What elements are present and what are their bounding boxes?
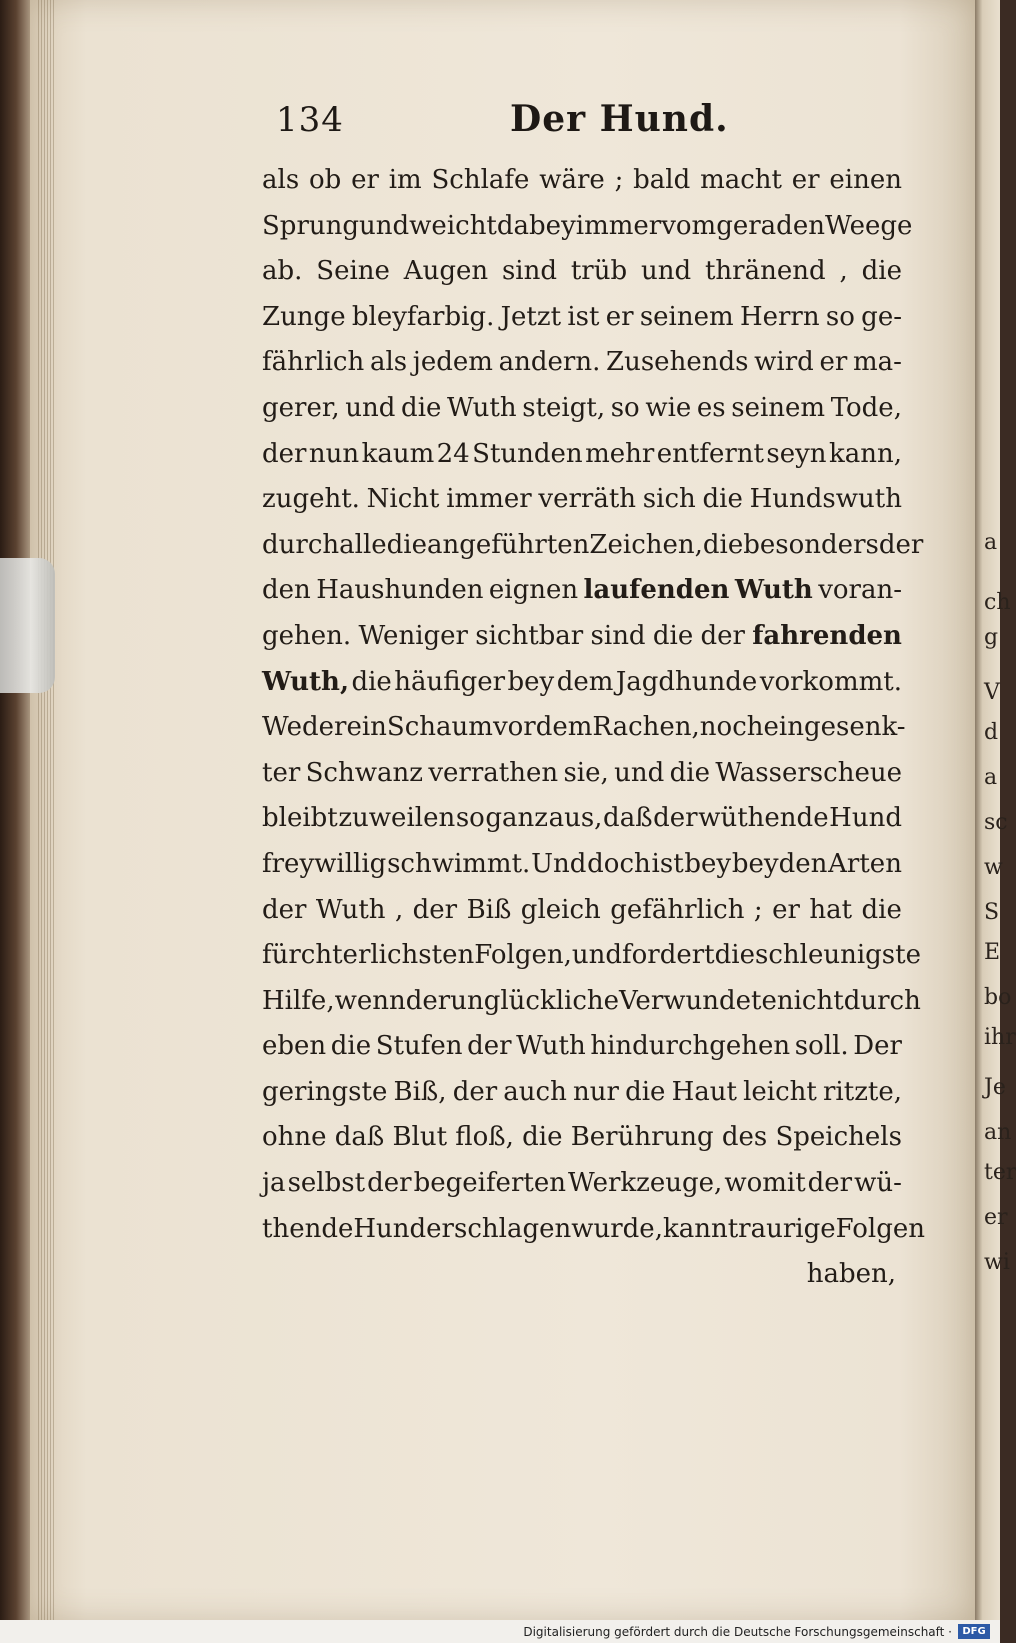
word: ob xyxy=(308,165,342,195)
word: sind xyxy=(501,256,557,287)
word: vom xyxy=(661,210,717,241)
word: seinem xyxy=(731,392,826,423)
word: er xyxy=(819,347,848,378)
word: Tode, xyxy=(830,392,902,423)
word: und xyxy=(359,210,410,241)
word: schwimmt. xyxy=(387,848,531,879)
facing-page-fragment: bo xyxy=(984,985,1012,1010)
word: trüb xyxy=(570,256,628,287)
word: Schwanz xyxy=(305,757,423,788)
facing-page-fragment: a xyxy=(984,765,998,790)
facing-page-fragment: d xyxy=(984,720,999,745)
word: Der xyxy=(853,1031,902,1062)
word: einen xyxy=(829,165,902,195)
word: der xyxy=(878,529,924,560)
word: häufiger xyxy=(394,666,506,697)
word: es xyxy=(696,392,726,423)
word: gehen. xyxy=(262,620,352,651)
word: ; xyxy=(614,165,624,195)
word: der xyxy=(262,894,307,925)
word: geringste xyxy=(262,1076,388,1107)
word: fürchterlichsten xyxy=(262,940,475,971)
word: ab. xyxy=(262,256,303,287)
word: unglückliche xyxy=(450,985,620,1016)
word: thende xyxy=(262,1213,354,1244)
word: eignen xyxy=(488,575,579,606)
page-stack-edge xyxy=(38,0,54,1620)
facing-page-fragment: sc xyxy=(984,810,1008,835)
word: gleich xyxy=(520,894,601,925)
text-line xyxy=(262,568,902,614)
text-line xyxy=(262,158,902,204)
facing-page-fragment: S xyxy=(984,900,1000,925)
word: wü- xyxy=(854,1168,902,1199)
word: Wuth xyxy=(315,894,386,925)
word: Stufen xyxy=(375,1031,463,1062)
word: Schaum xyxy=(386,712,493,743)
word: ritzte, xyxy=(823,1076,902,1107)
word: gerer, xyxy=(262,392,340,423)
word: wenn xyxy=(334,985,406,1016)
word: Herrn xyxy=(739,301,820,332)
word: begeiferten xyxy=(413,1168,566,1199)
word: und xyxy=(345,392,396,423)
word: die xyxy=(401,392,442,423)
word: er xyxy=(605,301,634,332)
word: ; xyxy=(753,894,763,925)
word: des xyxy=(721,1122,768,1153)
word: andern. xyxy=(498,347,601,378)
word: angeführten xyxy=(427,529,590,560)
word: Weder xyxy=(262,712,347,743)
word: die xyxy=(625,1076,666,1107)
footer-credit: Digitalisierung gefördert durch die Deutsche Forschungsgemeinschaft · xyxy=(523,1625,952,1639)
word: und xyxy=(571,940,623,971)
word: die xyxy=(652,620,694,651)
word: die xyxy=(861,256,902,287)
word: nun xyxy=(308,438,360,469)
word: dem xyxy=(535,712,593,743)
word: der xyxy=(452,1076,498,1107)
word: Und xyxy=(531,848,587,879)
facing-page-fragment: wi xyxy=(984,1250,1010,1275)
word: Wuth, xyxy=(262,666,350,697)
text-line xyxy=(262,295,902,341)
word: Wuth xyxy=(734,575,813,606)
word: voran- xyxy=(818,575,902,606)
facing-page-fragment: an xyxy=(984,1120,1012,1145)
word: wie xyxy=(645,392,692,423)
word: sie, xyxy=(563,757,609,788)
text-line xyxy=(262,933,921,979)
text-line xyxy=(262,888,902,934)
word: eben xyxy=(262,1031,327,1062)
word: Jagdhunde xyxy=(615,666,758,697)
word: auch xyxy=(503,1076,567,1107)
word: Weege xyxy=(824,210,913,241)
word: Schlafe xyxy=(431,165,530,195)
word: der xyxy=(405,985,451,1016)
word: freywillig xyxy=(262,848,387,879)
word: macht xyxy=(700,165,782,195)
word: verräth xyxy=(538,484,637,515)
word: ohne xyxy=(262,1122,327,1153)
text-line xyxy=(262,432,902,478)
word: den xyxy=(262,575,311,606)
text-line xyxy=(262,842,902,888)
word: kaum xyxy=(361,438,435,469)
word: kann xyxy=(662,1213,728,1244)
word: die xyxy=(351,666,392,697)
text-line xyxy=(262,751,902,797)
text-line xyxy=(262,340,902,386)
word: selbst xyxy=(287,1168,366,1199)
word: nicht xyxy=(776,985,844,1016)
word: die xyxy=(702,529,744,560)
word: ist xyxy=(651,848,684,879)
text-line xyxy=(262,705,906,751)
word: der xyxy=(262,438,307,469)
facing-page-fragment: Je xyxy=(984,1075,1006,1100)
text-line xyxy=(262,796,902,842)
word: traurige xyxy=(727,1213,836,1244)
facing-page-fragment: ter xyxy=(984,1160,1016,1185)
word: Wuth xyxy=(516,1031,586,1062)
text-line xyxy=(262,1161,902,1207)
word: gefährlich xyxy=(610,894,745,925)
word: floß, xyxy=(455,1122,514,1153)
word: sich xyxy=(642,484,696,515)
word: Berührung xyxy=(570,1122,714,1153)
word: Augen xyxy=(403,256,489,287)
word: Rachen, xyxy=(592,712,700,743)
catchword-text: haben, xyxy=(806,1259,896,1290)
word: verrathen xyxy=(428,757,559,788)
word: Speichels xyxy=(775,1122,902,1153)
word: ja xyxy=(262,1168,286,1199)
word: der xyxy=(807,1168,853,1199)
word: und xyxy=(640,256,692,287)
word: Biß xyxy=(466,894,512,925)
word: daß xyxy=(603,803,653,834)
word: so xyxy=(825,301,855,332)
word: weicht xyxy=(409,210,497,241)
word: seinem xyxy=(639,301,734,332)
word: der xyxy=(412,894,458,925)
word: dabey xyxy=(496,210,576,241)
word: ist xyxy=(567,301,600,332)
word: durch xyxy=(843,985,921,1016)
word: doch xyxy=(587,848,651,879)
word: kann, xyxy=(828,438,902,469)
word: alle xyxy=(339,529,387,560)
word: daß xyxy=(334,1122,385,1153)
facing-page-fragment: V xyxy=(984,680,1000,705)
word: soll. xyxy=(794,1031,849,1062)
word: mehr xyxy=(585,438,655,469)
facing-page-fragment: g xyxy=(984,625,999,650)
word: Sprung xyxy=(262,210,360,241)
word: laufenden xyxy=(583,575,730,606)
word: sichtbar xyxy=(475,620,584,651)
facing-page-fragment: ch xyxy=(984,590,1011,615)
word: gesenk- xyxy=(803,712,906,743)
word: thränend xyxy=(704,256,826,287)
word: Weniger xyxy=(358,620,468,651)
word: wüthende xyxy=(698,803,829,834)
word: steigt, xyxy=(522,392,606,423)
word: fahrenden xyxy=(752,620,902,651)
page-number: 134 xyxy=(276,100,344,140)
word: nur xyxy=(573,1076,619,1107)
word: Hund xyxy=(353,1213,427,1244)
word: Folgen xyxy=(474,940,564,971)
word: als xyxy=(369,347,408,378)
word: so xyxy=(610,392,640,423)
word: und xyxy=(614,757,665,788)
word: , xyxy=(394,894,404,925)
facing-page-fragment: w xyxy=(984,855,1003,880)
text-line xyxy=(262,979,921,1025)
word: ein xyxy=(346,712,387,743)
word: der xyxy=(367,1168,412,1199)
thumb-clip xyxy=(0,558,55,693)
word: fährlich xyxy=(262,347,365,378)
word: Zusehends xyxy=(606,347,749,378)
running-head: Der Hund. xyxy=(510,98,729,140)
text-line xyxy=(262,249,902,295)
word: die xyxy=(386,529,428,560)
word: Werkzeuge, xyxy=(567,1168,723,1199)
word: er xyxy=(772,894,800,925)
word: Zunge xyxy=(262,301,346,332)
dfg-logo: DFG xyxy=(958,1624,990,1639)
word: aus, xyxy=(548,803,603,834)
word: der xyxy=(467,1031,512,1062)
word: die xyxy=(669,757,710,788)
catchword xyxy=(262,1252,902,1298)
word: seyn xyxy=(766,438,827,469)
word: Hundswuth xyxy=(749,484,902,515)
word: der xyxy=(700,620,745,651)
facing-page-fragment: ihr xyxy=(984,1025,1016,1050)
word: zugeht. xyxy=(262,484,360,515)
word: beyden xyxy=(731,848,828,879)
word: schleunigste xyxy=(755,940,921,971)
word: Seine xyxy=(316,256,390,287)
word: vorkommt. xyxy=(759,666,902,697)
word: Stunden xyxy=(472,438,583,469)
facing-page-fragment: er xyxy=(984,1205,1008,1230)
word: wird xyxy=(754,347,814,378)
word: Wasserscheue xyxy=(715,757,902,788)
word: geraden xyxy=(716,210,825,241)
word: immer xyxy=(446,484,532,515)
word: wurde, xyxy=(571,1213,663,1244)
word: Arten xyxy=(828,848,902,879)
word: bey xyxy=(684,848,732,879)
word: dem xyxy=(556,666,614,697)
text-line xyxy=(262,204,913,250)
word: vor xyxy=(492,712,536,743)
word: noch xyxy=(699,712,764,743)
word: er xyxy=(351,165,379,195)
text-line xyxy=(262,477,902,523)
word: ganz xyxy=(485,803,548,834)
word: im xyxy=(388,165,422,195)
word: Biß, xyxy=(393,1076,447,1107)
word: sind xyxy=(590,620,646,651)
word: Wuth xyxy=(447,392,517,423)
word: die xyxy=(522,1122,563,1153)
word: entfernt xyxy=(656,438,764,469)
word: bald xyxy=(633,165,691,195)
word: fordert xyxy=(622,940,715,971)
word: er xyxy=(791,165,820,195)
word: erschlagen xyxy=(426,1213,572,1244)
word: Nicht xyxy=(366,484,440,515)
text-line xyxy=(262,1070,902,1116)
word: , xyxy=(839,256,848,287)
word: Haut xyxy=(671,1076,737,1107)
word: ein xyxy=(763,712,804,743)
text-line xyxy=(262,1115,902,1161)
word: besonders xyxy=(743,529,879,560)
text-line xyxy=(262,614,902,660)
facing-page-fragment: E xyxy=(984,940,1001,965)
word: durch xyxy=(262,529,340,560)
word: Haushunden xyxy=(316,575,484,606)
word: 24 xyxy=(436,438,470,469)
word: ma- xyxy=(852,347,902,378)
text-line xyxy=(262,660,902,706)
word: Verwundete xyxy=(619,985,777,1016)
word: Zeichen, xyxy=(589,529,703,560)
word: leicht xyxy=(743,1076,817,1107)
word: Hund xyxy=(829,803,902,834)
word: ge- xyxy=(861,301,902,332)
word: die xyxy=(702,484,743,515)
word: hindurchgehen xyxy=(590,1031,791,1062)
word: , xyxy=(563,940,572,971)
facing-page-fragment: a xyxy=(984,530,998,555)
word: hat xyxy=(809,894,853,925)
word: bey xyxy=(507,666,555,697)
body-text xyxy=(262,158,925,1298)
word: so xyxy=(455,803,485,834)
text-line xyxy=(262,1207,925,1253)
word: Folgen xyxy=(835,1213,925,1244)
word: Jetzt xyxy=(500,301,562,332)
word: wäre xyxy=(539,165,605,195)
word: die xyxy=(861,894,902,925)
word: immer xyxy=(575,210,662,241)
word: jedem xyxy=(412,347,493,378)
text-line xyxy=(262,1024,902,1070)
word: Hilfe, xyxy=(262,985,335,1016)
word: als xyxy=(262,165,300,195)
word: zuweilen xyxy=(338,803,456,834)
word: ter xyxy=(262,757,301,788)
word: die xyxy=(714,940,755,971)
word: bleibt xyxy=(262,803,338,834)
word: der xyxy=(653,803,698,834)
word: Blut xyxy=(392,1122,448,1153)
text-line xyxy=(262,386,902,432)
text-line xyxy=(262,523,924,569)
word: die xyxy=(330,1031,372,1062)
word: bleyfarbig. xyxy=(351,301,495,332)
word: womit xyxy=(724,1168,806,1199)
